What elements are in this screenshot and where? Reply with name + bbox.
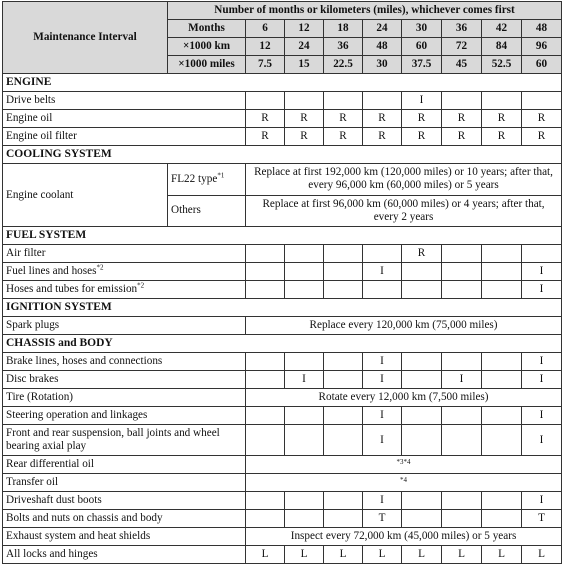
table-cell: R xyxy=(363,110,402,128)
item-label: Steering operation and linkages xyxy=(3,407,246,425)
table-cell xyxy=(246,407,285,425)
table-row xyxy=(3,528,562,546)
section-title: ENGINE xyxy=(3,74,562,92)
table-cell xyxy=(246,371,285,389)
span-text: Replace at first 192,000 km (120,000 miles) or 10 years; after that, every 96,000 km (60,000 miles) or 5 years xyxy=(246,164,562,196)
table-cell xyxy=(363,245,402,263)
item-label: All locks and hinges xyxy=(3,546,246,564)
fl22-label: FL22 type xyxy=(171,172,218,185)
header-cell: 6 xyxy=(246,20,285,38)
table-cell: I xyxy=(522,407,562,425)
item-label: Disc brakes xyxy=(3,371,246,389)
table-cell xyxy=(442,245,482,263)
section-engine xyxy=(3,74,562,92)
table-cell xyxy=(482,353,522,371)
table-cell xyxy=(442,281,482,299)
table-cell xyxy=(324,407,363,425)
table-cell: R xyxy=(442,128,482,146)
table-cell: R xyxy=(363,128,402,146)
table-cell: R xyxy=(442,110,482,128)
item-label: Driveshaft dust boots xyxy=(3,492,246,510)
table-cell xyxy=(402,263,442,281)
header-cell: 36 xyxy=(324,38,363,56)
footnote-mark: *4 xyxy=(246,474,562,492)
table-cell: I xyxy=(522,353,562,371)
table-cell xyxy=(285,245,324,263)
table-cell xyxy=(402,371,442,389)
table-row xyxy=(3,110,562,128)
table-cell: I xyxy=(363,371,402,389)
section-title: COOLING SYSTEM xyxy=(3,146,562,164)
header-cell: 72 xyxy=(442,38,482,56)
section-title: CHASSIS and BODY xyxy=(3,335,562,353)
table-cell xyxy=(482,263,522,281)
months-label: Months xyxy=(168,20,246,38)
table-cell: I xyxy=(522,425,562,456)
table-row xyxy=(3,92,562,110)
maintenance-schedule-table xyxy=(2,1,562,564)
table-cell xyxy=(324,371,363,389)
table-cell xyxy=(402,281,442,299)
table-cell xyxy=(324,353,363,371)
header-cell: 12 xyxy=(285,20,324,38)
section-chassis xyxy=(3,335,562,353)
table-cell xyxy=(522,92,562,110)
item-label: Fuel lines and hoses xyxy=(6,265,97,277)
header-cell: 60 xyxy=(522,56,562,74)
table-cell xyxy=(482,407,522,425)
section-title: IGNITION SYSTEM xyxy=(3,299,562,317)
table-cell xyxy=(442,92,482,110)
km-label: ×1000 km xyxy=(168,38,246,56)
item-label: Drive belts xyxy=(3,92,246,110)
table-cell: T xyxy=(363,510,402,528)
table-cell xyxy=(324,245,363,263)
table-cell: R xyxy=(402,245,442,263)
header-cell: 24 xyxy=(285,38,324,56)
item-label-hoses-emission xyxy=(3,281,246,299)
table-cell: R xyxy=(246,128,285,146)
table-cell xyxy=(363,281,402,299)
table-cell: I xyxy=(442,371,482,389)
table-cell xyxy=(285,425,324,456)
header-cell: 42 xyxy=(482,20,522,38)
table-cell xyxy=(442,263,482,281)
section-title: FUEL SYSTEM xyxy=(3,227,562,245)
table-cell xyxy=(522,245,562,263)
table-cell xyxy=(442,425,482,456)
table-cell xyxy=(285,492,324,510)
table-cell xyxy=(285,407,324,425)
table-cell: R xyxy=(402,128,442,146)
table-cell xyxy=(285,92,324,110)
table-cell: R xyxy=(522,110,562,128)
interval-top-label: Number of months or kilometers (miles), whichever comes first xyxy=(168,2,562,20)
table-cell xyxy=(285,353,324,371)
table-cell: L xyxy=(442,546,482,564)
table-cell: I xyxy=(402,92,442,110)
table-cell xyxy=(482,281,522,299)
item-label: Air filter xyxy=(3,245,246,263)
table-cell: I xyxy=(522,281,562,299)
table-cell xyxy=(442,492,482,510)
table-cell xyxy=(246,92,285,110)
table-cell xyxy=(442,353,482,371)
table-cell xyxy=(402,407,442,425)
table-cell: I xyxy=(285,371,324,389)
table-row xyxy=(3,546,562,564)
header-cell: 30 xyxy=(402,20,442,38)
header-cell: 45 xyxy=(442,56,482,74)
item-label: Rear differential oil xyxy=(3,456,246,474)
table-cell: I xyxy=(522,492,562,510)
footnote-mark: *2 xyxy=(96,263,104,272)
header-cell: 48 xyxy=(522,20,562,38)
table-cell xyxy=(246,281,285,299)
table-cell: L xyxy=(285,546,324,564)
table-cell xyxy=(246,353,285,371)
header-cell: 22.5 xyxy=(324,56,363,74)
table-row xyxy=(3,389,562,407)
table-cell xyxy=(482,371,522,389)
table-cell: I xyxy=(363,492,402,510)
item-label: Tire (Rotation) xyxy=(3,389,246,407)
span-text: Replace at first 96,000 km (60,000 miles) or 4 years; after that, every 2 years xyxy=(246,195,562,227)
table-row xyxy=(3,281,562,299)
footnote-mark: *1 xyxy=(217,171,225,180)
table-cell: I xyxy=(363,353,402,371)
table-cell xyxy=(482,510,522,528)
table-row xyxy=(3,128,562,146)
table-cell xyxy=(442,407,482,425)
table-row xyxy=(3,407,562,425)
table-cell xyxy=(285,510,324,528)
maintenance-interval-label: Maintenance Interval xyxy=(3,2,168,74)
header-cell: 96 xyxy=(522,38,562,56)
table-cell xyxy=(442,510,482,528)
item-label-fuel-lines xyxy=(3,263,246,281)
header-cell: 15 xyxy=(285,56,324,74)
header-cell: 24 xyxy=(363,20,402,38)
table-cell xyxy=(246,510,285,528)
item-label: Engine oil filter xyxy=(3,128,246,146)
table-cell: L xyxy=(363,546,402,564)
table-cell: I xyxy=(363,407,402,425)
table-cell xyxy=(285,281,324,299)
item-label: Engine oil xyxy=(3,110,246,128)
table-row xyxy=(3,456,562,474)
header-cell: 60 xyxy=(402,38,442,56)
header-cell: 7.5 xyxy=(246,56,285,74)
sub-label-others: Others xyxy=(168,195,246,227)
table-cell xyxy=(402,510,442,528)
table-row xyxy=(3,474,562,492)
table-cell: R xyxy=(285,128,324,146)
table-cell xyxy=(482,245,522,263)
table-cell xyxy=(402,353,442,371)
header-cell: 18 xyxy=(324,20,363,38)
table-row xyxy=(3,492,562,510)
header-top-row xyxy=(3,2,562,20)
table-cell xyxy=(324,92,363,110)
header-cell: 52.5 xyxy=(482,56,522,74)
table-cell: R xyxy=(324,110,363,128)
table-cell: I xyxy=(522,263,562,281)
section-cooling xyxy=(3,146,562,164)
table-cell: R xyxy=(324,128,363,146)
table-cell xyxy=(324,281,363,299)
table-row xyxy=(3,164,562,196)
header-cell: 37.5 xyxy=(402,56,442,74)
table-cell xyxy=(482,425,522,456)
table-cell: I xyxy=(522,371,562,389)
section-ignition xyxy=(3,299,562,317)
table-row xyxy=(3,245,562,263)
table-cell: R xyxy=(246,110,285,128)
table-cell: I xyxy=(363,425,402,456)
section-fuel xyxy=(3,227,562,245)
table-cell xyxy=(482,492,522,510)
item-label: Front and rear suspension, ball joints and wheel bearing axial play xyxy=(3,425,246,456)
item-label: Engine coolant xyxy=(3,164,168,227)
table-row xyxy=(3,317,562,335)
item-label: Transfer oil xyxy=(3,474,246,492)
table-cell: I xyxy=(363,263,402,281)
table-cell: L xyxy=(402,546,442,564)
table-cell xyxy=(285,263,324,281)
table-cell: L xyxy=(324,546,363,564)
table-cell xyxy=(482,92,522,110)
table-cell: R xyxy=(482,128,522,146)
table-cell: R xyxy=(285,110,324,128)
span-text: Replace every 120,000 km (75,000 miles) xyxy=(246,317,562,335)
footnote-mark: *2 xyxy=(137,281,145,290)
table-row xyxy=(3,425,562,456)
table-cell: R xyxy=(482,110,522,128)
table-cell: L xyxy=(482,546,522,564)
table-cell xyxy=(324,263,363,281)
item-label: Spark plugs xyxy=(3,317,246,335)
item-label: Exhaust system and heat shields xyxy=(3,528,246,546)
table-row xyxy=(3,510,562,528)
table-cell xyxy=(246,245,285,263)
sub-label-fl22 xyxy=(168,164,246,196)
table-cell xyxy=(246,425,285,456)
header-cell: 36 xyxy=(442,20,482,38)
table-cell xyxy=(363,92,402,110)
header-cell: 48 xyxy=(363,38,402,56)
table-row xyxy=(3,263,562,281)
table-cell xyxy=(324,510,363,528)
table-cell: R xyxy=(522,128,562,146)
table-cell: R xyxy=(402,110,442,128)
table-row xyxy=(3,371,562,389)
table-cell xyxy=(246,492,285,510)
table-cell: L xyxy=(246,546,285,564)
item-label: Bolts and nuts on chassis and body xyxy=(3,510,246,528)
header-cell: 30 xyxy=(363,56,402,74)
table-cell xyxy=(324,425,363,456)
footnote-mark: *3*4 xyxy=(246,456,562,474)
header-cell: 12 xyxy=(246,38,285,56)
table-cell: L xyxy=(522,546,562,564)
table-cell xyxy=(402,492,442,510)
table-cell xyxy=(246,263,285,281)
header-cell: 84 xyxy=(482,38,522,56)
span-text: Inspect every 72,000 km (45,000 miles) or 5 years xyxy=(246,528,562,546)
span-text: Rotate every 12,000 km (7,500 miles) xyxy=(246,389,562,407)
table-row xyxy=(3,353,562,371)
table-cell xyxy=(402,425,442,456)
miles-label: ×1000 miles xyxy=(168,56,246,74)
item-label: Brake lines, hoses and connections xyxy=(3,353,246,371)
table-cell xyxy=(324,492,363,510)
table-cell: T xyxy=(522,510,562,528)
item-label: Hoses and tubes for emission xyxy=(6,283,138,295)
